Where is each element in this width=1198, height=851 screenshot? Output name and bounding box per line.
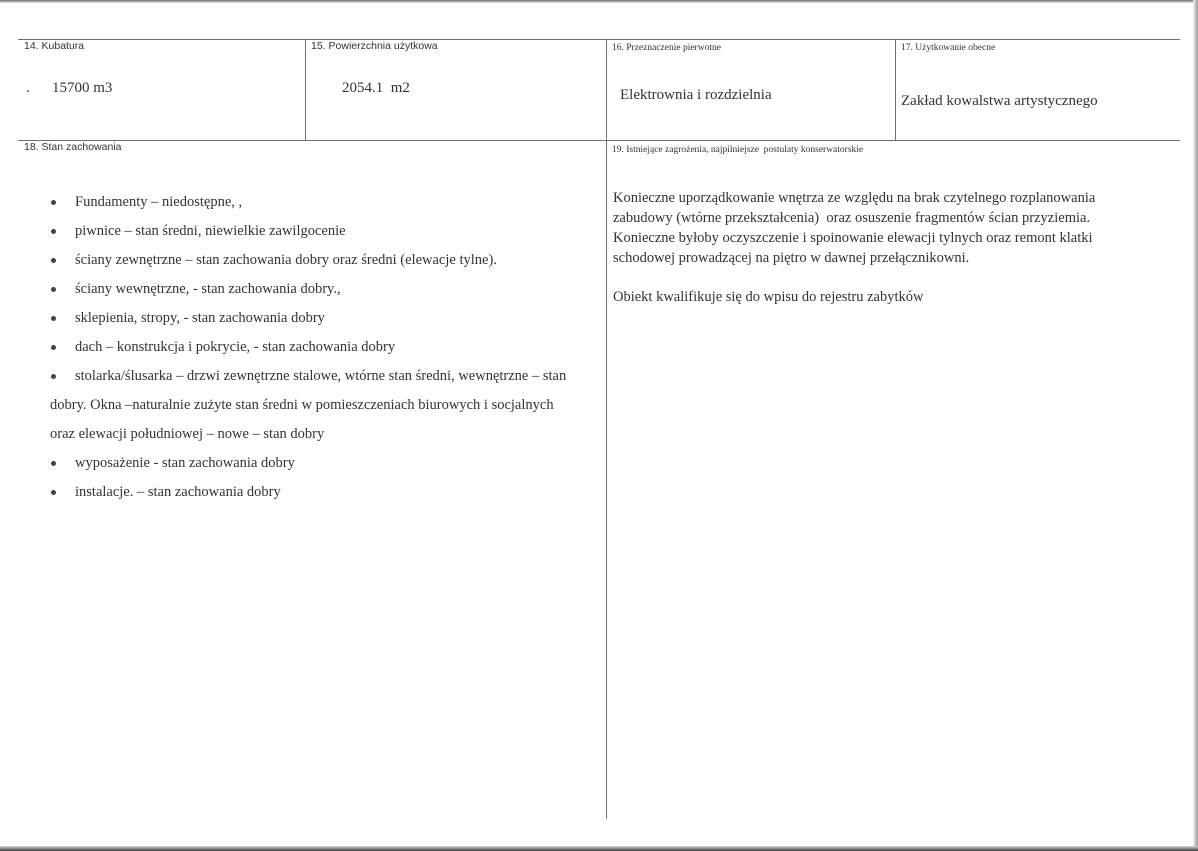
stan-zachowania-list: [50, 188, 605, 507]
cell-divider-14-15: [305, 39, 306, 140]
kubatura-value: 15700 m3: [52, 80, 113, 96]
cell-divider-16-17: [895, 39, 896, 140]
bullet-icon: [51, 316, 56, 321]
bullet-icon: [51, 345, 56, 350]
przeznaczenie-label: 16. Przeznaczenie pierwotne: [612, 43, 721, 53]
bullet-icon: [51, 200, 56, 205]
zagrozenia-label: 19. Istniejące zagrożenia, najpilniejsze postulaty konserwatorskie: [612, 145, 864, 155]
cell-divider-15-16: [606, 39, 607, 819]
list-item: ściany zewnętrzne – stan zachowania dobry oraz średni (elewacje tylne).: [50, 246, 605, 275]
scan-edge-bottom: [0, 846, 1198, 851]
bullet-icon: [51, 258, 56, 263]
scan-edge-right: [1193, 0, 1198, 851]
kubatura-label: 14. Kubatura: [24, 40, 85, 52]
bullet-icon: [51, 229, 56, 234]
list-item-stolarka: stolarka/ślusarka – drzwi zewnętrzne stalowe, wtórne stan średni, wewnętrzne – stan dobry. Okna –naturalnie zużyte stan średni w pomieszczeniach biurowych i socjalnych oraz elewacji południowej – nowe – stan dobry: [50, 368, 567, 442]
zagrozenia-paragraph-1: Konieczne uporządkowanie wnętrza ze względu na brak czytelnego rozplanowania zabudowy (wtórne przekształcenia) oraz osuszenie fragmentów ścian przyziemia. Konieczne byłoby oczyszczenie i spoinowanie elewacji tylnych oraz remont klatki schodowej prowadzącej na piętro w dawnej przełącznikowni.: [613, 190, 1096, 266]
list-item: Fundamenty – niedostępne, ,: [50, 188, 605, 217]
uzytkowanie-value: Zakład kowalstwa artystycznego: [901, 93, 1098, 109]
kubatura-prefix: .: [26, 80, 30, 96]
powierzchnia-label: 15. Powierzchnia użytkowa: [311, 40, 438, 52]
bullet-icon: [51, 490, 56, 495]
list-item: piwnice – stan średni, niewielkie zawilgocenie: [50, 217, 605, 246]
bullet-icon: [51, 461, 56, 466]
zagrozenia-paragraph-2: Obiekt kwalifikuje się do wpisu do rejestru zabytków: [613, 289, 924, 305]
powierzchnia-value: 2054.1 m2: [342, 80, 410, 96]
uzytkowanie-label: 17. Użytkowanie obecne: [901, 43, 996, 53]
list-item: ściany wewnętrzne, - stan zachowania dobry.,: [50, 275, 605, 304]
table-top-border: [18, 39, 1180, 40]
list-item: sklepienia, stropy, - stan zachowania dobry: [50, 304, 605, 333]
list-item: dach – konstrukcja i pokrycie, - stan zachowania dobry: [50, 333, 605, 362]
bullet-icon: [51, 287, 56, 292]
row-divider: [18, 140, 1180, 141]
bullet-icon: [51, 374, 56, 379]
przeznaczenie-value: Elektrownia i rozdzielnia: [620, 87, 772, 103]
stan-zachowania-label: 18. Stan zachowania: [24, 141, 122, 153]
list-item: wyposażenie - stan zachowania dobry: [50, 449, 605, 478]
list-item: instalacje. – stan zachowania dobry: [50, 478, 605, 507]
scan-edge-top: [0, 0, 1198, 3]
zagrozenia-text: [613, 188, 1153, 307]
